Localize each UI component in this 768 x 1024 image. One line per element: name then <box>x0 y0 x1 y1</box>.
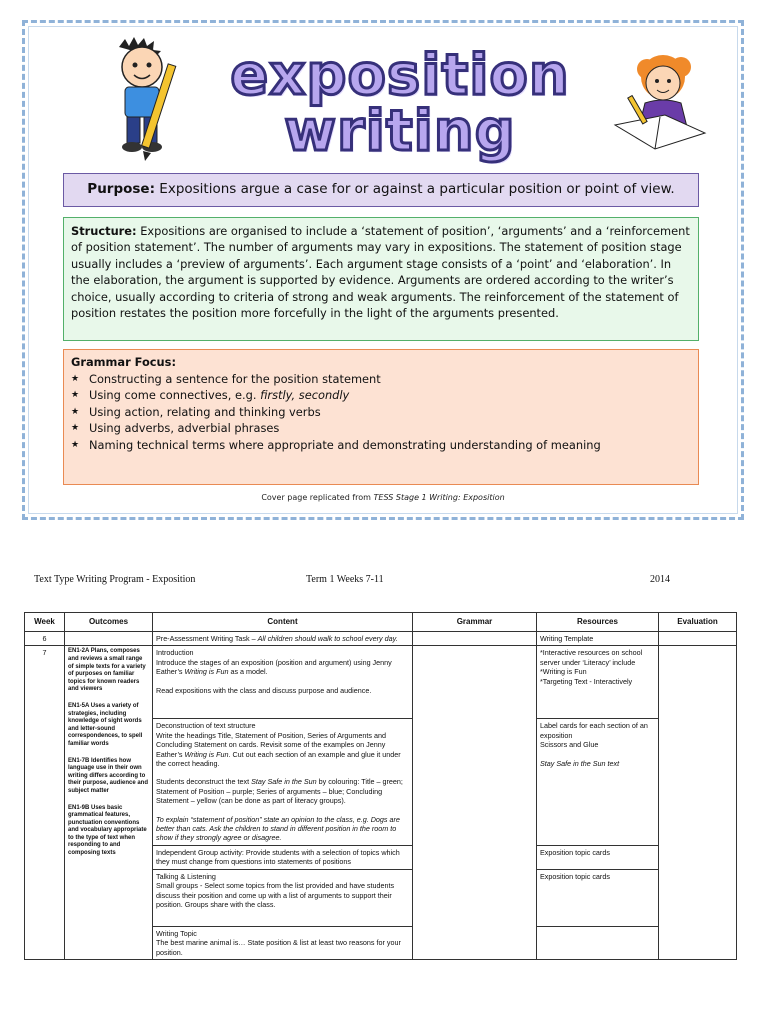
doc-term: Term 1 Weeks 7-11 <box>306 574 384 585</box>
content-cell: Pre-Assessment Writing Task – All children should walk to school every day. <box>153 632 413 646</box>
star-bullet-icon: ★ <box>71 406 80 417</box>
grammar-list <box>71 371 691 454</box>
resources-cell: *Interactive resources on school server under ‘Literacy’ include *Writing is Fun *Targeting Text - Interactively <box>537 646 659 719</box>
resources-cell <box>537 926 659 959</box>
header-week: Week <box>25 613 65 632</box>
resources-cell: Label cards for each section of an exposition Scissors and Glue Stay Safe in the Sun text <box>537 719 659 845</box>
star-bullet-icon: ★ <box>71 390 80 401</box>
grammar-item: ★ Using come connectives, e.g. firstly, secondly <box>71 388 350 403</box>
doc-year: 2014 <box>650 574 670 585</box>
table-row <box>25 632 737 646</box>
header-grammar: Grammar <box>413 613 537 632</box>
grammar-focus-box <box>63 349 699 485</box>
header-content: Content <box>153 613 413 632</box>
week-cell: 7 <box>25 646 65 960</box>
grammar-item: ★ Using action, relating and thinking verbs <box>71 404 321 419</box>
resources-cell: Exposition topic cards <box>537 845 659 869</box>
doc-title: Text Type Writing Program - Exposition <box>34 574 196 585</box>
star-bullet-icon: ★ <box>71 423 80 434</box>
purpose-label: Purpose: <box>87 181 155 197</box>
cover-page <box>22 20 744 520</box>
star-bullet-icon: ★ <box>71 439 80 450</box>
resources-cell: Writing Template <box>537 632 659 646</box>
program-table <box>24 612 737 960</box>
grammar-item: ★ Using adverbs, adverbial phrases <box>71 421 280 436</box>
outcome-item: EN1-2A Plans, composes and reviews a small range of simple texts for a variety of purposes on familiar topics for known readers and viewers <box>68 648 146 693</box>
header-resources: Resources <box>537 613 659 632</box>
grammar-cell <box>413 632 537 646</box>
grammar-item: ★ Constructing a sentence for the position statement <box>71 371 381 386</box>
outcome-item: EN1-5A Uses a variety of strategies, including knowledge of sight words and letter-sound correspondences, to spell familiar words <box>68 702 143 747</box>
evaluation-cell <box>659 646 737 960</box>
grammar-item: ★ Naming technical terms where appropriate and demonstrating understanding of meaning <box>71 437 601 452</box>
structure-label: Structure: <box>71 224 137 238</box>
structure-text: Expositions are organised to include a ‘statement of position’, ‘arguments’ and a ‘reinforcement of position statement’. The number of arguments may vary in expositions. The statement of position stage usually includes a ‘preview of arguments’. Each argument stage consists of a ‘point’ and ‘elaboration’. In the elaboration, the argument is supported by evidence. Arguments are ordered according to the writer’s choice, usually according to criteria of strong and weak arguments. The reinforcement of the statement of position restates the position more forcefully in the light of the arguments presented. <box>71 224 690 321</box>
evaluation-cell <box>659 632 737 646</box>
table-header-row <box>25 613 737 632</box>
grammar-heading: Grammar Focus: <box>71 355 177 369</box>
content-cell-introduction: Introduction Introduce the stages of an exposition (position and argument) using Jenny Eather’s Writing is Fun as a model. Read expositions with the class and discuss purpose and audience. <box>153 646 413 719</box>
cover-title <box>225 43 575 178</box>
grammar-cell <box>413 646 537 960</box>
outcomes-cell <box>65 646 153 960</box>
purpose-box <box>63 173 699 207</box>
table-row <box>25 646 737 719</box>
resources-cell: Exposition topic cards <box>537 869 659 926</box>
content-cell-talking-listening: Talking & Listening Small groups - Select some topics from the list provided and have students discuss their position and come up with a list of arguments to support their position. Groups share with the class. <box>153 869 413 926</box>
girl-writing-illustration <box>595 45 725 165</box>
content-cell-deconstruction: Deconstruction of text structure Write the headings Title, Statement of Position, Series of Arguments and Concluding Statement on cards. Revisit some of the examples on Jenny Eather’s Writing is Fun. Cut out each section of an example and glue it under the correct heading. Students deconstruct the text Stay Safe in the Sun by colouring: Title – green; Statement of Position – purple; Series of arguments – blue; Concluding Statement – yellow (can be done as part of literacy groups). To explain “statement of position” state an opinion to the class, e.g. Dogs are better than cats. Ask the children to stand in different position in the room to show if they strongly agree or disagree. <box>153 719 413 845</box>
star-bullet-icon: ★ <box>71 373 80 384</box>
title-line-2: writing <box>284 99 516 164</box>
content-cell-writing-topic: Writing Topic The best marine animal is… State position & list at least two reasons for your position. <box>153 926 413 959</box>
outcome-item: EN1-7B Identifies how language use in their own writing differs according to their purpose, audience and subject matter <box>68 757 149 794</box>
header-outcomes: Outcomes <box>65 613 153 632</box>
title-line-1: exposition <box>230 43 570 108</box>
header-evaluation: Evaluation <box>659 613 737 632</box>
cover-source-note: Cover page replicated from TESS Stage 1 Writing: Exposition <box>261 493 505 502</box>
outcomes-cell <box>65 632 153 646</box>
boy-with-pencil-illustration <box>97 35 187 165</box>
purpose-text: Expositions argue a case for or against a particular position or point of view. <box>159 181 675 197</box>
outcome-item: EN1-9B Uses basic grammatical features, punctuation conventions and vocabulary appropriate to the type of text when responding to and composing texts <box>68 804 147 857</box>
content-cell-independent-activity: Independent Group activity: Provide students with a selection of topics which they must change from questions into statements of positions <box>153 845 413 869</box>
week-cell: 6 <box>25 632 65 646</box>
structure-box <box>63 217 699 341</box>
